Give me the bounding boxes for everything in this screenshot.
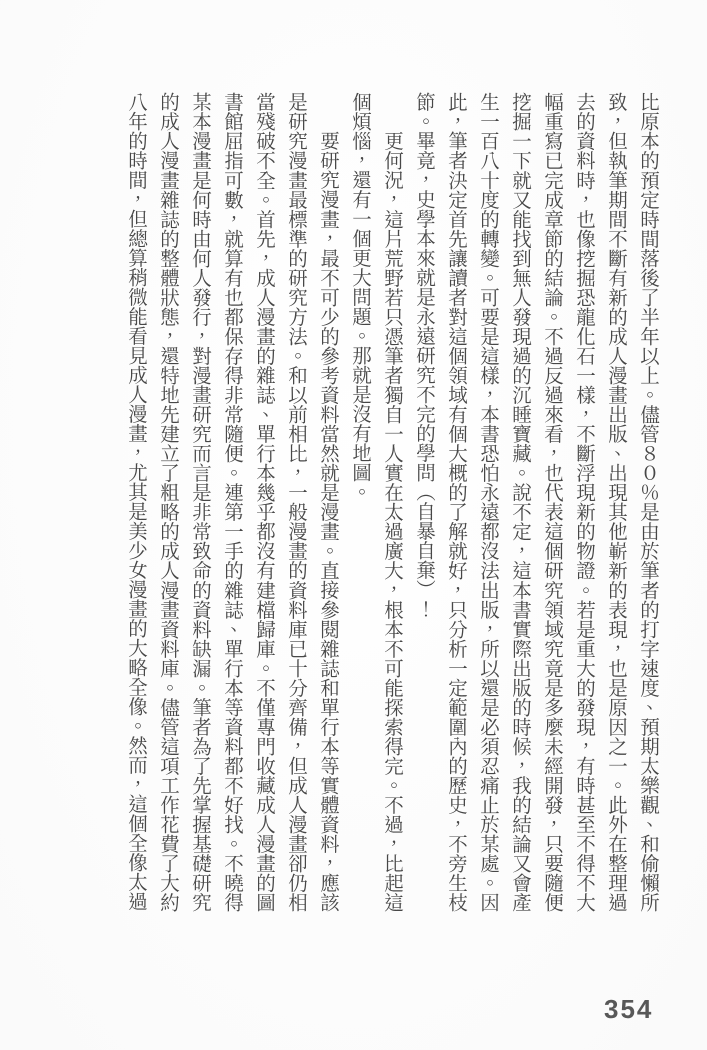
paragraph-2: 更何況，這片荒野若只憑筆者獨自一人實在太過廣大，根本不可能探索得完。不過，比起這個煩惱，還有一個更大問題。那就是沒有地圖。 xyxy=(349,92,402,912)
paragraph-1: 比原本的預定時間落後了半年以上。儘管８０％是由於筆者的打字速度、預期太樂觀、和偷懶所致，但執筆期間不斷有新的成人漫畫出版、出現其他嶄新的表現，也是原因之一。此外在整理過去的資料時，也像挖掘恐龍化石一樣，不斷浮現新的物證。若是重大的發現，有時甚至不得不大幅重寫已完成章節的結論。不過反過來看，也代表這個研究領域究竟是多麼未經開發，只要隨便挖掘一下就又能找到無人發現過的沉睡寶藏。說不定，這本書實際出版的時候，我的結論又會產生一百八十度的轉變。可要是這樣，本書恐怕永遠都沒法出版，所以還是必須忍痛止於某處。因此，筆者決定首先讓讀者對這個領域有個大概的了解就好，只分析一定範圍內的歷史，不旁生枝節。畢竟，史學本來就是永遠研究不完的學問（自暴自棄）！ xyxy=(413,92,658,912)
paragraph-3: 要研究漫畫，最不可少的參考資料當然就是漫畫。直接參閱雜誌和單行本等實體資料，應該是研究漫畫最標準的研究方法。和以前相比，一般漫畫的資料庫已十分齊備，但成人漫畫卻仍相當殘破不全。首先，成人漫畫的雜誌、單行本幾乎都沒有建檔歸庫。不僅專門收藏成人漫畫的圖書館屈指可數，就算有也都保存得非常隨便。連第一手的雜誌、單行本等資料都不好找。不曉得某本漫畫是何時由何人發行，對漫畫研究而言是非常致命的資料缺漏。筆者為了先掌握基礎研究的成人漫畫雜誌的整體狀態，還特地先建立了粗略的成人漫畫資料庫。儘管這項工作花費了大約八年的時間，但總算稍微能看見成人漫畫，尤其是美少女漫畫的大略全像。然而，這個全像太過 xyxy=(125,92,338,912)
page-number: 354 xyxy=(604,994,654,1024)
body-text xyxy=(87,92,663,912)
